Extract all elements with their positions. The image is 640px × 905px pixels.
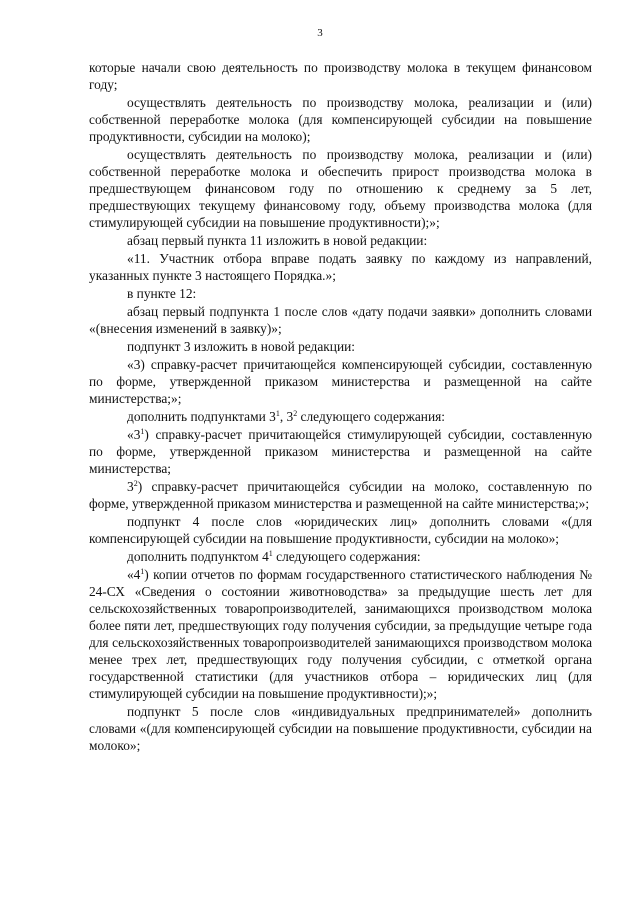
superscript: 2: [133, 479, 138, 488]
paragraph-subpoint-4-amend: подпункт 4 после слов «юридических лиц» дополнить словами «(для компенсирующей субсидии на повышение продуктивности, субсидии на молоко»;: [89, 514, 592, 546]
text-fragment: следующего содержания:: [272, 549, 421, 564]
paragraph-subpoint-1-amend: абзац первый подпункта 1 после слов «дату подачи заявки» дополнить словами «(внесения изменений в заявку)»;: [89, 304, 592, 336]
text-fragment: «4: [127, 567, 141, 582]
paragraph-point-12-heading: в пункте 12:: [127, 286, 197, 301]
paragraph-subpoint-4-1-text: [89, 566, 592, 702]
text-fragment: «3: [127, 427, 141, 442]
paragraph-subpoint-3-1-text: [89, 426, 592, 477]
text-fragment: следующего содержания:: [297, 409, 446, 424]
text-fragment: дополнить подпунктами 3: [127, 409, 276, 424]
text-fragment: 3: [127, 479, 134, 494]
superscript: 1: [275, 409, 280, 418]
paragraph-add-subpoint-4-1: [89, 548, 592, 565]
superscript: 2: [293, 409, 298, 418]
superscript: 1: [140, 567, 145, 576]
paragraph-add-subpoints-3-1-3-2: [89, 408, 592, 425]
paragraph-requirement-compensating: осуществлять деятельность по производству молока, реализации и (или) собственной переработке молока (для компенсирующей субсидии на повышение продуктивности, субсидии на молоко);: [89, 95, 592, 144]
superscript: 1: [140, 427, 145, 436]
text-fragment: , 3: [279, 409, 294, 424]
paragraph-subpoint-5-amend: подпункт 5 после слов «индивидуальных предпринимателей» дополнить словами «(для компенсирующей субсидии на повышение продуктивности, субсидии на молоко»;: [89, 704, 592, 753]
paragraph-amend-point-11: абзац первый пункта 11 изложить в новой редакции:: [127, 233, 428, 248]
text-fragment: ) копии отчетов по формам государственного статистического наблюдения № 24-СХ «Сведения о состоянии животноводства» за предыдущие шесть лет для сельскохозяйственных товаропроизводителей, занимающихся производством молока более пяти лет, предшествующих году получения субсидии, за предыдущие четыре года для сельскохозяйственных товаропроизводителей занимающихся производством молока менее трех лет, предшествующих году получения субсидии, с отметкой органа государственной статистики (для участников отбора – юридических лиц (для стимулирующей субсидии на повышение продуктивности);»;: [89, 567, 592, 701]
paragraph-subpoint-3-2-text: [89, 478, 592, 512]
document-body: [89, 59, 592, 755]
text-fragment: дополнить подпунктом 4: [127, 549, 269, 564]
text-fragment: ) справку-расчет причитающейся субсидии на молоко, составленную по форме, утвержденной приказом министерства и размещенной на сайте министерства;»;: [89, 479, 592, 511]
text-fragment: ) справку-расчет причитающейся стимулирующей субсидии, составленную по форме, утвержденной приказом министерства и размещенной на сайте министерства;: [89, 427, 592, 476]
page-number: 3: [317, 27, 323, 39]
paragraph-point-11-text: «11. Участник отбора вправе подать заявку по каждому из направлений, указанных пункте 3 настоящего Порядка.»;: [89, 251, 592, 283]
paragraph-continuation: которые начали свою деятельность по производству молока в текущем финансовом году;: [89, 60, 592, 92]
paragraph-subpoint-3-amend: подпункт 3 изложить в новой редакции:: [127, 339, 356, 354]
superscript: 1: [268, 549, 273, 558]
paragraph-subpoint-3-text: «3) справку-расчет причитающейся компенсирующей субсидии, составленную по форме, утвержденной приказом министерства и размещенной на сайте министерства;»;: [89, 357, 592, 406]
paragraph-requirement-stimulating: осуществлять деятельность по производству молока, реализации и (или) собственной переработке молока и обеспечить прирост производства молока в предшествующем финансовом году по отношению к среднему за 5 лет, предшествующих текущему финансовому году, объему производства молока (для стимулирующей субсидии на повышение продуктивности);»;: [89, 147, 592, 230]
